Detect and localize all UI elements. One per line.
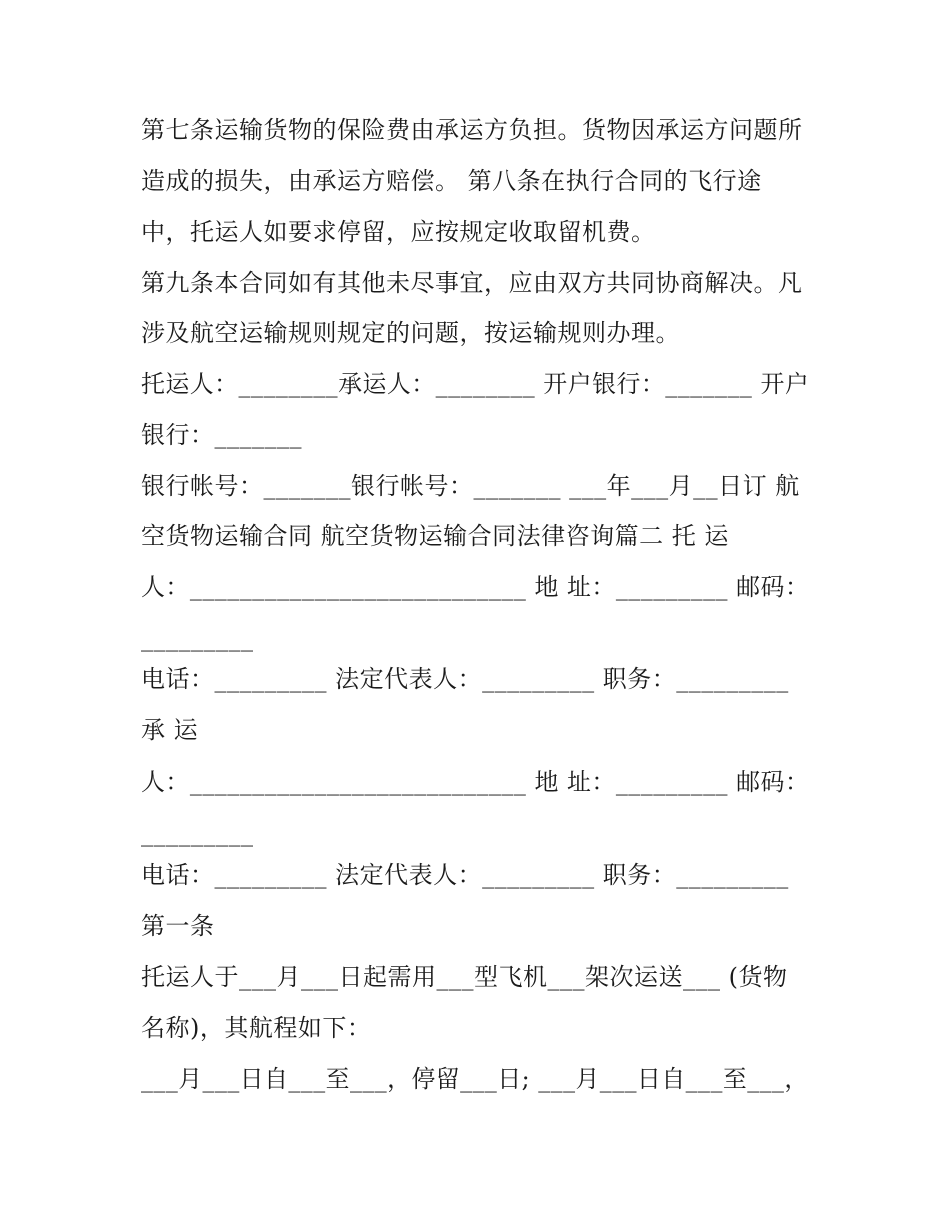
text-line: 第七条运输货物的保险费由承运方负担。货物因承运方问题所 (141, 116, 803, 144)
text-line: 托运人于___月___日起需用___型飞机___架次运送___ (货物 (141, 963, 788, 991)
text-line: 中，托运人如要求停留，应按规定收取留机费。 (141, 218, 656, 246)
text-line: 名称)，其航程如下： (141, 1014, 372, 1042)
text-line: 银行帐号：_______银行帐号：_______ ___年___月__日订 航 (141, 472, 800, 500)
text-line: 人：___________________________ 地 址：_________ 邮码： (141, 768, 810, 796)
text-line: _________ (141, 624, 254, 652)
text-line: ___月___日自___至___，停留___日; ___月___日自___至___， (141, 1065, 809, 1093)
text-line: 第一条 (141, 912, 215, 940)
text-line: _________ (141, 819, 254, 847)
text-line: 银行：_______ (141, 421, 302, 449)
text-line: 造成的损失，由承运方赔偿。 第八条在执行合同的飞行途 (141, 167, 762, 195)
text-line: 第九条本合同如有其他未尽事宜，应由双方共同协商解决。凡 (141, 269, 803, 297)
text-line: 人：___________________________ 地 址：_________ 邮码： (141, 573, 810, 601)
text-line: 空货物运输合同 航空货物运输合同法律咨询篇二 托 运 (141, 522, 729, 550)
text-line: 承 运 (141, 716, 199, 744)
text-line: 托运人：________承运人：________ 开户银行：_______ 开户 (141, 370, 810, 398)
text-line: 电话：_________ 法定代表人：_________ 职务：_________ (141, 861, 789, 889)
text-line: 涉及航空运输规则规定的问题，按运输规则办理。 (141, 319, 680, 347)
text-line: 电话：_________ 法定代表人：_________ 职务：_________ (141, 665, 789, 693)
